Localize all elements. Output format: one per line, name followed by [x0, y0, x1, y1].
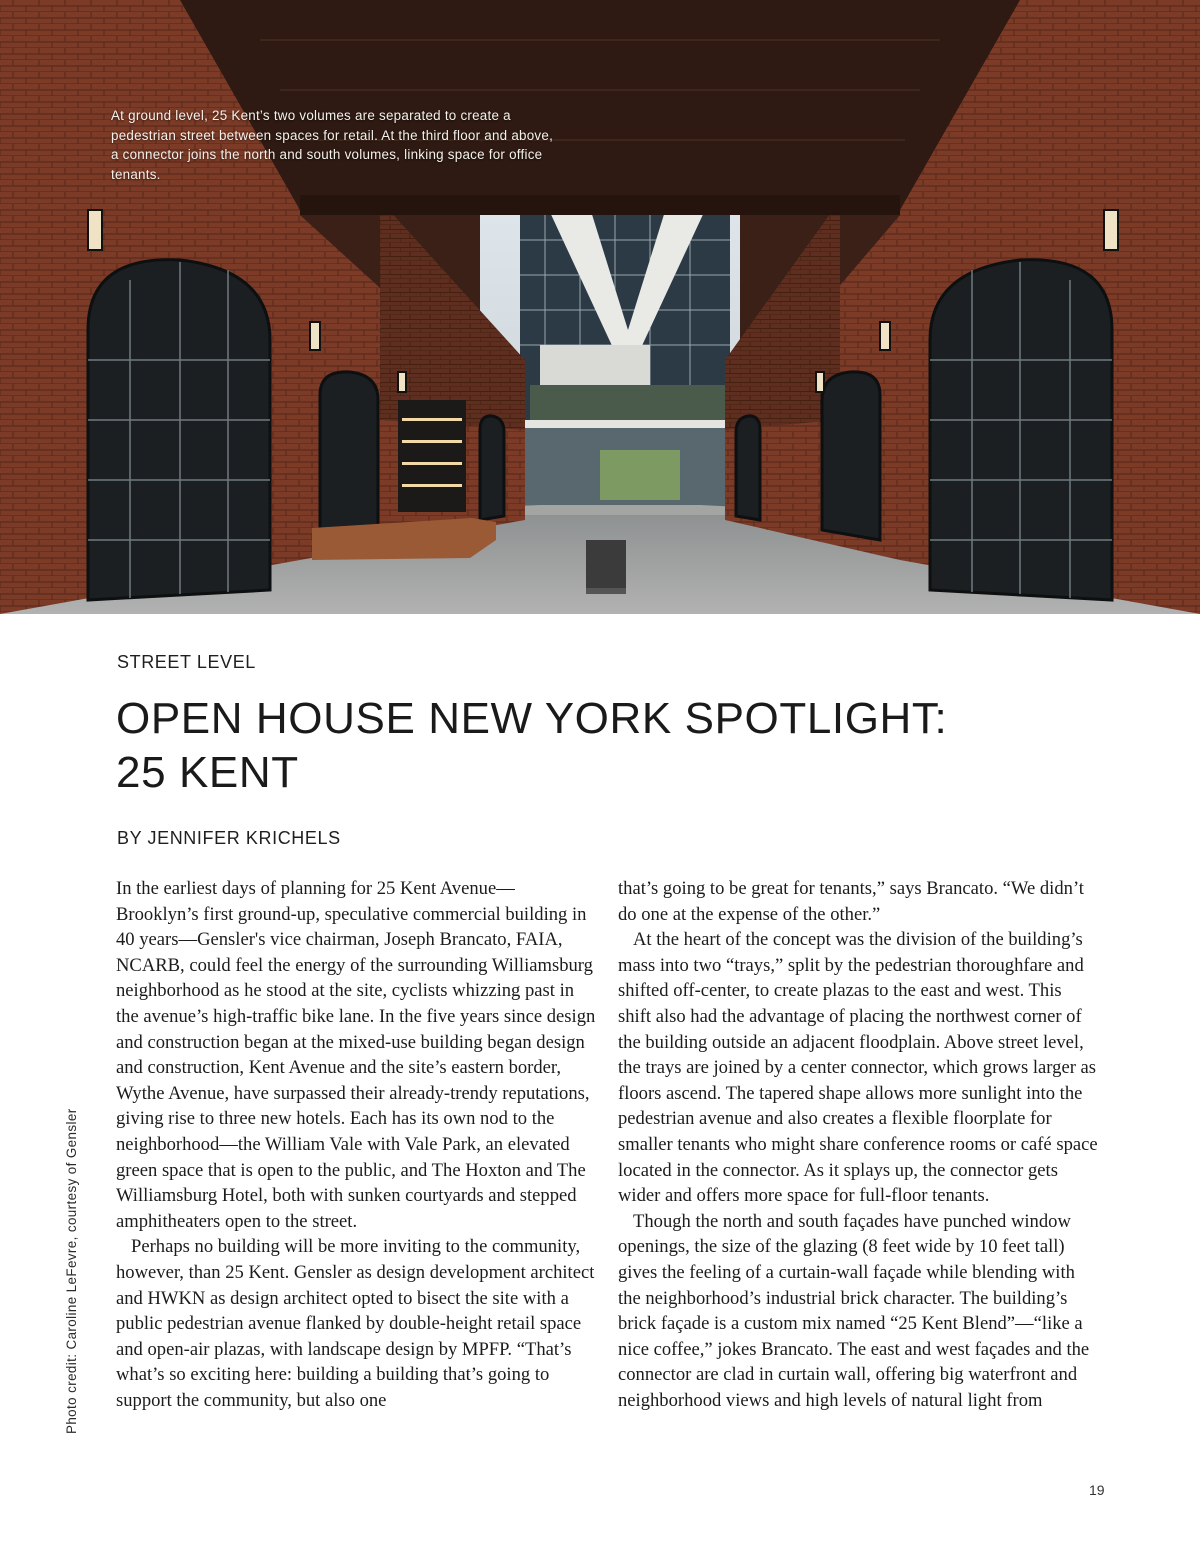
paragraph: Though the north and south façades have punched window openings, the size of the glazing (8 feet wide by 10 feet tall) gives the feeling of a curtain-wall façade while blending with the neighborhood’s industrial brick character. The building’s brick façade is a custom mix named “25 Kent Blend”—“like a nice coffee,” jokes Brancato. The east and west façades and the connector are clad in curtain wall, offering big waterfront and neighborhood views and high levels of natural light from [618, 1210, 1090, 1411]
paragraph: In the earliest days of planning for 25 Kent Avenue—Brooklyn’s first ground-up, speculative commercial building in 40 years—Gensler's vice chairman, Joseph Brancato, FAIA, NCARB, could feel the energy of the surrounding Williamsburg neighborhood as he stood at the site, cyclists whizzing past in the avenue’s high-traffic bike lane. In the five years since design and construction began at the mixed-use building began design and construction, Kent Avenue and the site’s eastern border, Wythe Avenue, have surpassed their already-trendy reputations, giving rise to three new hotels. Each has its own nod to the neighborhood—the William Vale with Vale Park, an elevated green space that is open to the public, and The Hoxton and The Williamsburg Hotel, both with sunken courtyards and stepped amphitheaters open to the street. [116, 878, 596, 1232]
paragraph: Perhaps no building will be more inviting to the community, however, than 25 Kent. Gensler as design development architect and HWKN as design architect opted to bisect the site with a public pedestrian avenue flanked by double-height retail space and open-air plazas, with landscape design by MPFP. “That’s what’s so exciting here: building a building that’s going to support the community, but also one [116, 1236, 595, 1411]
article-headline [116, 692, 1116, 800]
section-label: STREET LEVEL [117, 652, 256, 672]
hero-photo [0, 0, 1200, 614]
courtyard-illustration [0, 0, 1200, 614]
photo-credit: Photo credit: Caroline LeFevre, courtesy of Gensler [64, 1108, 79, 1434]
right-column [618, 876, 1098, 1413]
byline: BY JENNIFER KRICHELS [117, 828, 341, 848]
paragraph: At the heart of the concept was the division of the building’s mass into two “trays,” split by the pedestrian thoroughfare and shifted off-center, to create plazas to the east and west. This shift also had the advantage of placing the northwest corner of the building outside an adjacent floodplain. Above street level, the trays are joined by a center connector, which grows larger as floors ascend. The tapered shape allows more sunlight into the pedestrian avenue and also creates a flexible floorplate for smaller tenants who might share conference rooms or café space located in the connector. As it splays up, the connector gets wider and offers more space for full-floor tenants. [618, 929, 1098, 1207]
paragraph: that’s going to be great for tenants,” says Brancato. “We didn’t do one at the expense of the other.” [618, 878, 1084, 925]
page-number: 19 [1089, 1482, 1105, 1498]
headline-line-1: OPEN HOUSE NEW YORK SPOTLIGHT: [116, 694, 948, 743]
left-column [116, 876, 596, 1413]
headline-line-2: 25 KENT [116, 748, 299, 797]
photo-caption: At ground level, 25 Kent’s two volumes are separated to create a pedestrian street between spaces for retail. At the third floor and above, a connector joins the north and south volumes, linking space for office tenants. [111, 108, 554, 182]
